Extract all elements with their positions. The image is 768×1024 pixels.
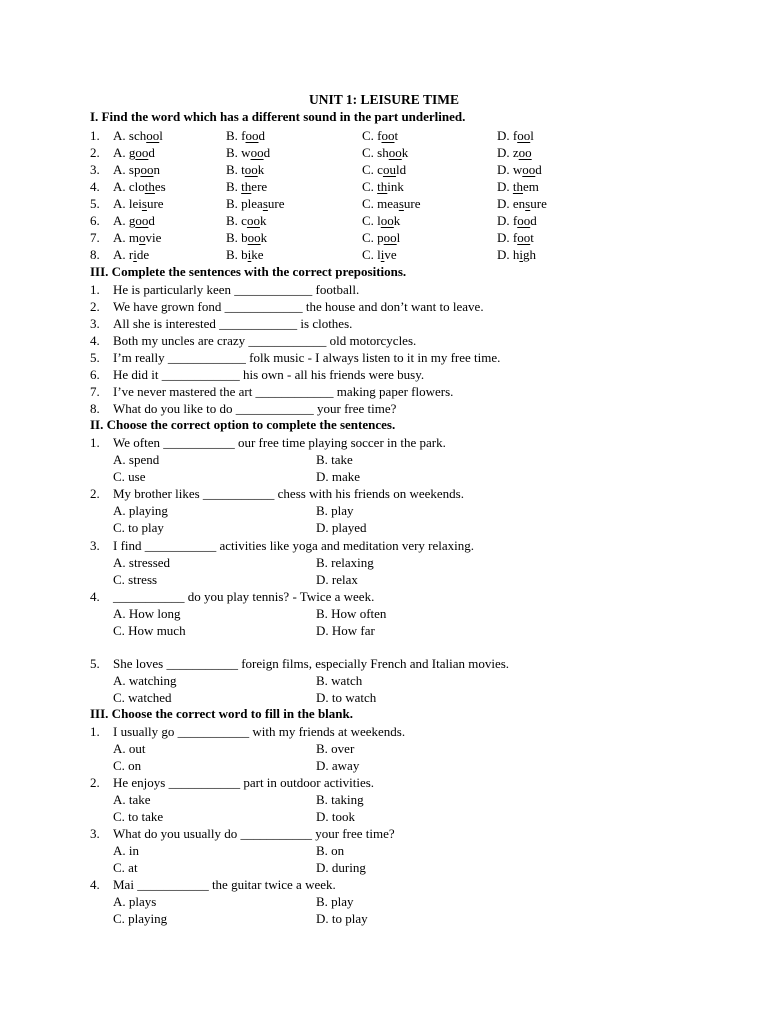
underlined-part: s: [262, 196, 268, 211]
underlined-part: oo: [246, 213, 260, 228]
option-a: A. spend: [113, 452, 160, 467]
option-text-after: ve: [384, 247, 397, 262]
option-text-before: C. sh: [362, 145, 389, 160]
option-text-after: k: [393, 213, 401, 228]
option-a: A. playing: [113, 503, 168, 518]
answer-option: [362, 195, 421, 212]
answer-option: [497, 127, 534, 144]
option-text-before: C. l: [362, 213, 381, 228]
option-b: B. taking: [316, 792, 364, 807]
item-number: 3.: [90, 826, 100, 841]
option-text-after: ke: [251, 247, 264, 262]
option-text-before: A. lei: [113, 196, 142, 211]
option-c: C. to take: [113, 809, 164, 824]
item-number: 1.: [90, 435, 100, 450]
underlined-part: oo: [381, 128, 395, 143]
underlined-part: oo: [517, 213, 531, 228]
answer-option: [226, 195, 285, 212]
option-text-after: k: [401, 145, 409, 160]
option-c: C. use: [113, 469, 146, 484]
option-text-before: D.: [497, 179, 513, 194]
answer-option: [497, 229, 534, 246]
option-text-before: A. r: [113, 247, 134, 262]
answer-option: [362, 127, 398, 144]
option-d: D. How far: [316, 623, 375, 638]
question-text: ___________ do you play tennis? - Twice a week.: [113, 589, 375, 604]
item-number: 3.: [90, 316, 100, 331]
option-c: C. watched: [113, 690, 172, 705]
underlined-part: oo: [380, 213, 394, 228]
option-text-before: C. p: [362, 230, 384, 245]
answer-option: [226, 212, 266, 229]
item-number: 8.: [90, 401, 100, 416]
question-text: She loves ___________ foreign films, especially French and Italian movies.: [113, 656, 510, 671]
option-text-before: A. sch: [113, 128, 147, 143]
answer-option: [362, 246, 397, 263]
option-c: C. playing: [113, 911, 168, 926]
option-text-after: de: [136, 247, 150, 262]
section4-heading: III. Choose the correct word to fill in the blank.: [90, 706, 354, 721]
item-number: 2.: [90, 486, 100, 501]
question-text: He enjoys ___________ part in outdoor activities.: [113, 775, 375, 790]
answer-option: [113, 127, 163, 144]
underlined-part: oo: [135, 213, 149, 228]
underlined-part: i: [519, 247, 524, 262]
answer-option: [497, 178, 539, 195]
underlined-part: oo: [140, 162, 154, 177]
option-text-after: em: [523, 179, 539, 194]
answer-option: [497, 144, 532, 161]
option-d: D. away: [316, 758, 360, 773]
answer-option: [362, 212, 400, 229]
item-number: 5.: [90, 350, 100, 365]
option-b: B. How often: [316, 606, 387, 621]
option-text-after: n: [153, 162, 160, 177]
item-number: 3.: [90, 162, 100, 177]
option-text-after: d: [530, 213, 537, 228]
item-number: 2.: [90, 775, 100, 790]
option-text-after: gh: [523, 247, 537, 262]
option-text-before: D. f: [497, 213, 518, 228]
underlined-part: oo: [247, 230, 261, 245]
option-text-after: d: [263, 145, 271, 160]
underlined-part: s: [398, 196, 404, 211]
item-number: 6.: [90, 367, 100, 382]
answer-option: [113, 144, 155, 161]
option-text-after: t: [394, 128, 399, 143]
option-b: B. watch: [316, 673, 363, 688]
answer-option: [362, 229, 400, 246]
item-number: 1.: [90, 282, 100, 297]
item-number: 3.: [90, 538, 100, 553]
underlined-part: oo: [517, 128, 531, 143]
option-text-before: B. c: [226, 213, 247, 228]
option-d: D. relax: [316, 572, 358, 587]
item-number: 5.: [90, 656, 100, 671]
option-c: C. How much: [113, 623, 186, 638]
item-number: 6.: [90, 213, 100, 228]
option-text-after: ere: [251, 179, 268, 194]
underlined-part: oo: [245, 128, 259, 143]
answer-option: [226, 178, 267, 195]
sentence-text: What do you like to do ____________ your free time?: [113, 401, 397, 416]
answer-option: [226, 127, 265, 144]
item-number: 4.: [90, 589, 100, 604]
answer-option: [226, 144, 270, 161]
section3-heading: II. Choose the correct option to complete the sentences.: [90, 417, 396, 432]
item-number: 8.: [90, 247, 100, 262]
section2-heading: III. Complete the sentences with the correct prepositions.: [90, 264, 407, 279]
answer-option: [113, 246, 149, 263]
option-text-before: B. b: [226, 247, 248, 262]
question-text: I usually go ___________ with my friends at weekends.: [113, 724, 406, 739]
sentence-text: I’ve never mastered the art ____________ making paper flowers.: [113, 384, 454, 399]
option-b: B. on: [316, 843, 345, 858]
underlined-part: oo: [135, 145, 149, 160]
option-text-after: d: [148, 213, 155, 228]
option-b: B. play: [316, 894, 354, 909]
option-text-before: D. z: [497, 145, 519, 160]
answer-option: [497, 195, 547, 212]
option-text-before: D. f: [497, 128, 518, 143]
sentence-text: All she is interested ____________ is clothes.: [113, 316, 353, 331]
item-number: 2.: [90, 299, 100, 314]
option-text-after: l: [159, 128, 163, 143]
sentence-text: He did it ____________ his own - all his friends were busy.: [113, 367, 425, 382]
underlined-part: oo: [522, 162, 536, 177]
option-text-after: k: [257, 162, 265, 177]
option-text-after: k: [259, 213, 267, 228]
answer-option: [497, 212, 537, 229]
underlined-part: th: [241, 179, 252, 194]
item-number: 7.: [90, 384, 100, 399]
underlined-part: th: [377, 179, 388, 194]
option-d: D. played: [316, 520, 367, 535]
option-text-after: ure: [403, 196, 421, 211]
option-c: C. to play: [113, 520, 164, 535]
question-text: I find ___________ activities like yoga and meditation very relaxing.: [113, 538, 475, 553]
option-text-before: B. plea: [226, 196, 263, 211]
option-text-before: B.: [226, 179, 242, 194]
option-d: D. during: [316, 860, 366, 875]
option-text-before: A. g: [113, 145, 136, 160]
option-text-after: d: [258, 128, 265, 143]
option-text-before: B. b: [226, 230, 248, 245]
option-text-after: ure: [530, 196, 547, 211]
option-text-before: D. f: [497, 230, 518, 245]
option-d: D. took: [316, 809, 355, 824]
option-a: A. in: [113, 843, 139, 858]
option-text-after: vie: [145, 230, 162, 245]
option-d: D. make: [316, 469, 361, 484]
option-b: B. take: [316, 452, 353, 467]
item-number: 4.: [90, 333, 100, 348]
section1-heading: I. Find the word which has a different sound in the part underlined.: [90, 109, 466, 124]
question-text: What do you usually do ___________ your free time?: [113, 826, 395, 841]
option-text-before: A. clo: [113, 179, 145, 194]
underlined-part: oo: [388, 145, 402, 160]
option-text-before: C. c: [362, 162, 383, 177]
option-a: A. plays: [113, 894, 157, 909]
sentence-text: He is particularly keen ____________ football.: [113, 282, 360, 297]
answer-option: [113, 229, 161, 246]
underlined-part: s: [141, 196, 147, 211]
answer-option: [226, 246, 264, 263]
item-number: 5.: [90, 196, 100, 211]
sentence-text: We have grown fond ____________ the house and don’t want to leave.: [113, 299, 484, 314]
underlined-part: oo: [244, 162, 258, 177]
answer-option: [113, 212, 155, 229]
sentence-text: Both my uncles are crazy ____________ old motorcycles.: [113, 333, 417, 348]
underlined-part: ou: [382, 162, 396, 177]
question-text: My brother likes ___________ chess with his friends on weekends.: [113, 486, 464, 501]
option-a: A. How long: [113, 606, 181, 621]
option-c: C. stress: [113, 572, 158, 587]
option-text-after: l: [396, 230, 401, 245]
underlined-part: oo: [518, 145, 532, 160]
item-number: 4.: [90, 179, 100, 194]
option-text-before: C. f: [362, 128, 382, 143]
option-text-after: d: [535, 162, 542, 177]
option-text-before: D. w: [497, 162, 523, 177]
option-d: D. to watch: [316, 690, 377, 705]
option-text-before: A. sp: [113, 162, 141, 177]
underlined-part: oo: [146, 128, 160, 143]
option-text-after: ure: [146, 196, 164, 211]
item-number: 2.: [90, 145, 100, 160]
answer-option: [113, 161, 160, 178]
underlined-part: o: [139, 230, 146, 245]
option-text-after: t: [530, 230, 534, 245]
option-text-before: C. l: [362, 247, 381, 262]
answer-option: [362, 144, 408, 161]
answer-option: [497, 246, 536, 263]
option-text-before: D. h: [497, 247, 520, 262]
option-text-after: ld: [395, 162, 407, 177]
item-number: 7.: [90, 230, 100, 245]
underlined-part: oo: [250, 145, 264, 160]
option-text-before: C. mea: [362, 196, 399, 211]
option-text-before: C.: [362, 179, 378, 194]
option-b: B. over: [316, 741, 355, 756]
option-text-after: ure: [267, 196, 285, 211]
option-a: A. out: [113, 741, 146, 756]
answer-option: [226, 229, 267, 246]
answer-option: [362, 161, 406, 178]
sentence-text: I’m really ____________ folk music - I always listen to it in my free time.: [113, 350, 501, 365]
option-text-after: ink: [387, 179, 404, 194]
page-title: UNIT 1: LEISURE TIME: [309, 92, 459, 107]
option-text-after: es: [154, 179, 166, 194]
option-d: D. to play: [316, 911, 368, 926]
underlined-part: s: [525, 196, 531, 211]
answer-option: [113, 178, 166, 195]
answer-option: [113, 195, 164, 212]
option-text-before: D. en: [497, 196, 526, 211]
option-text-after: d: [148, 145, 155, 160]
option-text-before: A. m: [113, 230, 139, 245]
option-c: C. on: [113, 758, 142, 773]
question-text: We often ___________ our free time playing soccer in the park.: [113, 435, 446, 450]
underlined-part: i: [380, 247, 385, 262]
underlined-part: th: [144, 179, 155, 194]
option-a: A. take: [113, 792, 151, 807]
item-number: 1.: [90, 128, 100, 143]
answer-option: [497, 161, 542, 178]
option-text-after: l: [530, 128, 534, 143]
option-text-before: A. g: [113, 213, 136, 228]
underlined-part: th: [512, 179, 524, 194]
underlined-part: i: [247, 247, 252, 262]
question-text: Mai ___________ the guitar twice a week.: [113, 877, 336, 892]
item-number: 4.: [90, 877, 100, 892]
option-text-before: B. f: [226, 128, 246, 143]
option-c: C. at: [113, 860, 138, 875]
answer-option: [226, 161, 264, 178]
item-number: 1.: [90, 724, 100, 739]
answer-option: [362, 178, 404, 195]
underlined-part: oo: [383, 230, 397, 245]
option-b: B. relaxing: [316, 555, 374, 570]
option-b: B. play: [316, 503, 354, 518]
option-text-before: B. t: [226, 162, 245, 177]
option-a: A. stressed: [113, 555, 171, 570]
option-a: A. watching: [113, 673, 177, 688]
option-text-after: k: [260, 230, 268, 245]
underlined-part: i: [133, 247, 137, 262]
underlined-part: oo: [517, 230, 531, 245]
option-text-before: B. w: [226, 145, 251, 160]
